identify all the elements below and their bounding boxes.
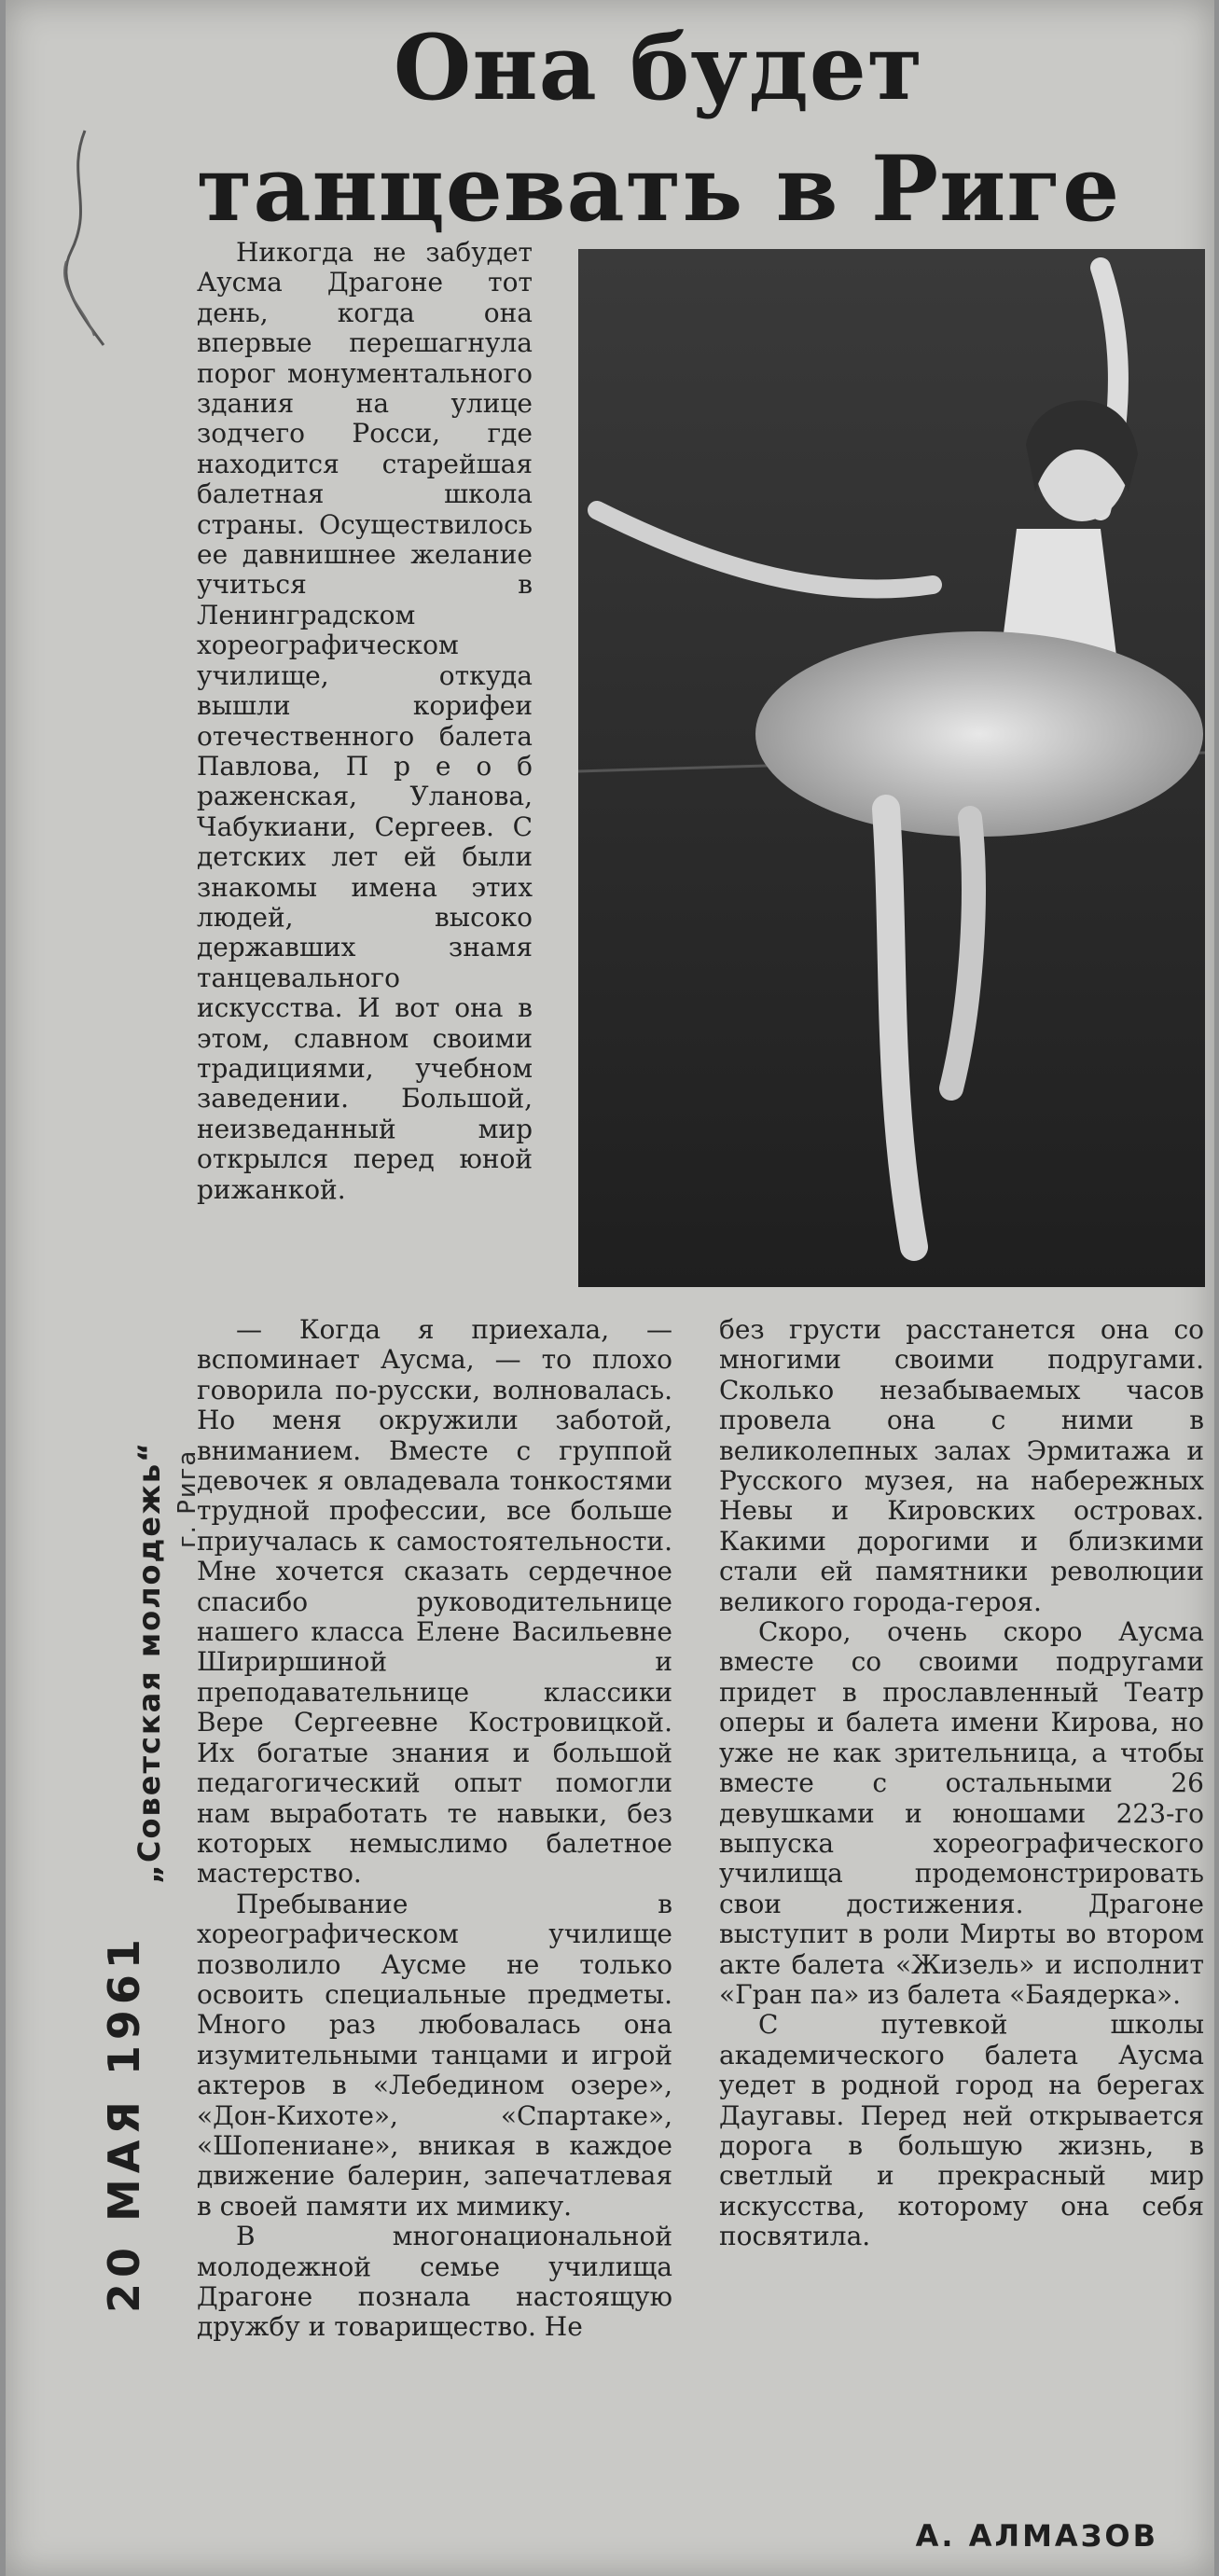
paragraph: Никогда не забудет Аусма Драгоне тот день, когда она впервые перешагнула порог монументального здания на улице зодчего Росси, где находится старейшая балетная школа страны. Осуществилось ее давнишнее желание учиться в Ленинградском хореографическом училище, откуда вышли корифеи отечественного балета Павлова, П р е о б раженская, Уланова, Чабукиани, Сергеев. С детских лет ей были знакомы имена этих людей, высоко державших знамя танцевального искусства. И вот она в этом, славном своими традициями, учебном заведении. Большой, неизведанный мир открылся перед юной рижанкой.: [197, 237, 533, 1205]
article-column-right: [719, 1315, 1204, 2252]
pencil-mark: [29, 121, 141, 364]
date-stamp: 20 МАЯ 1961: [99, 1933, 149, 2313]
paragraph: В многонациональной молодежной семье училища Драгоне познала настоящую дружбу и товарищество. Не: [197, 2221, 672, 2343]
headline-line-1: Она будет: [393, 15, 924, 120]
paragraph: без грусти расстанется она со многими своими подругами. Сколько незабываемых часов провела она с ними в великолепных залах Эрмитажа и Русского музея, на набережных Невы и Кировских островах. Какими дорогими и близкими стали ей памятники революции великого города-героя.: [719, 1314, 1204, 1617]
city-label: г. Рига: [173, 1448, 201, 1548]
paragraph: Скоро, очень скоро Аусма вместе со своими подругами придет в прославленный Театр оперы и балета имени Кирова, но уже не как зрительница, а чтобы вместе с остальными 26 девушками и юношами 223-го выпуска хореографического училища продемонстрировать свои достижения. Драгоне выступит в роли Мирты во втором акте балета «Жизель» и исполнит «Гран па» из балета «Баядерка».: [719, 1616, 1204, 2010]
article-column-left-bottom: [197, 1315, 672, 2343]
paragraph: — Когда я приехала, — вспоминает Аусма, — то плохо говорила по-русски, волновалась. Но меня окружили заботой, вниманием. Вместе с группой девочек я овладевала тонкостями трудной профессии, все больше приучалась к самостоятельности. Мне хочется сказать сердечное спасибо руководительнице нашего класса Елене Васильевне Шириршиной и преподавательнице классики Вере Сергеевне Костровицкой. Их богатые знания и большой педагогический опыт помогли нам выработать те навыки, без которых немыслимо балетное мастерство.: [197, 1314, 672, 1890]
author-byline: А. АЛМАЗОВ: [915, 2518, 1158, 2554]
paragraph: Пребывание в хореографическом училище позволило Аусме не только освоить специальные предметы. Много раз любовалась она изумительными танцами и игрой актеров в «Лебедином озере», «Дон-Кихоте», «Спартаке», «Шопениане», вникая в каждое движение балерин, запечатлевая в своей памяти их мимику.: [197, 1888, 672, 2222]
paragraph: С путевкой школы академического балета Аусма уедет в родной город на берегах Даугавы. Перед ней открывается дорога в большую жизнь, в светлый и прекрасный мир искусства, которому она себя посвятила.: [719, 2009, 1204, 2252]
newspaper-clipping: [6, 0, 1214, 2576]
ballerina-photo: [578, 249, 1205, 1287]
headline-line-2: танцевать в Риге: [196, 136, 1121, 242]
newspaper-name: „Советская молодежь“: [132, 1440, 167, 1884]
article-column-left-top: [197, 238, 533, 1205]
